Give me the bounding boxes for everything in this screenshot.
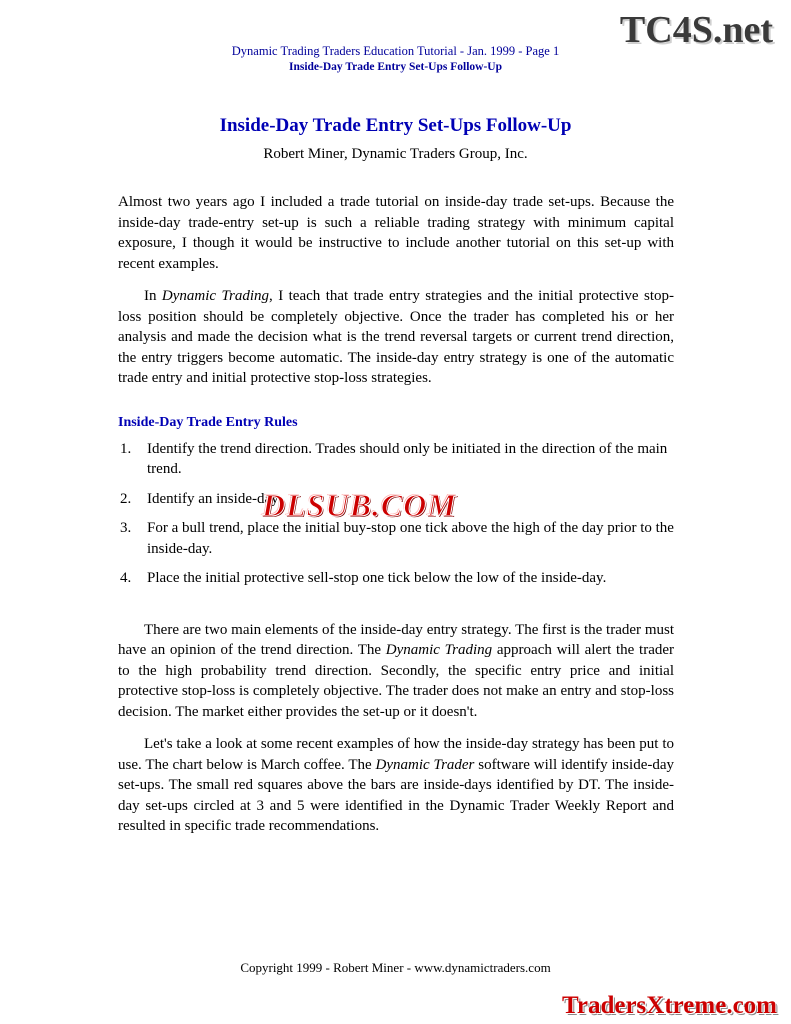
list-item-text: For a bull trend, place the initial buy-stop one tick above the high of the day prior to the inside-day. xyxy=(147,520,674,557)
list-item xyxy=(118,568,674,589)
paragraph-4-post: software will identify inside-day set-ups. The small red squares above the bars are inside-days identified by DT. The inside-day set-ups circled at 3 and 5 were identified in the Dynamic Trader Weekly Report and resulted in specific trade recommendations. xyxy=(118,756,674,834)
header-line-1: Dynamic Trading Traders Education Tutorial - Jan. 1999 - Page 1 xyxy=(231,44,560,58)
paragraph-2 xyxy=(118,286,674,389)
paragraph-2-pre: In xyxy=(144,288,162,304)
paragraph-4-italic: Dynamic Trader xyxy=(375,756,475,773)
section-heading-rules: Inside-Day Trade Entry Rules xyxy=(118,414,298,430)
list-item xyxy=(118,518,674,559)
page-header xyxy=(0,44,791,73)
paragraph-2-italic: Dynamic Trading xyxy=(161,288,270,304)
list-item-number: 3. xyxy=(120,520,132,536)
list-item xyxy=(118,439,674,480)
page-footer: Copyright 1999 - Robert Miner - www.dynamictraders.com xyxy=(240,960,551,975)
watermark-tradersxtreme: TradersXtreme.com xyxy=(562,992,777,1019)
paragraph-2-post: , I teach that trade entry strategies and the initial protective stop-loss position should be completely objective. Once the trader has completed his or her analysis and made the decision what is the trend reversal targets or current trend direction, the entry triggers become automatic. The inside-day entry strategy is one of the automatic trade entry and initial protective stop-loss strategies. xyxy=(118,288,674,386)
paragraph-4 xyxy=(118,734,674,837)
list-item-text: Identify the trend direction. Trades should only be initiated in the direction of the main trend. xyxy=(147,440,668,477)
list-item-text: Identify an inside-day. xyxy=(147,490,282,507)
paragraph-3-pre: There are two main elements of the inside-day entry strategy. The first is the trader must have an opinion of the trend direction. The xyxy=(118,621,674,658)
paragraph-3-post: approach will alert the trader to the high probability trend direction. Secondly, the specific entry price and initial protective stop-loss is completely objective. The trader does not make an entry and stop-loss decision. The market either provides the set-up or it doesn't. xyxy=(118,642,675,720)
spacer xyxy=(118,598,674,620)
paragraph-3-italic: Dynamic Trading xyxy=(385,642,493,658)
paragraph-4-pre: Let's take a look at some recent examples of how the inside-day strategy has been put to use. The chart below is March coffee. The xyxy=(118,736,674,773)
paragraph-3 xyxy=(118,620,674,723)
page-title: Inside-Day Trade Entry Set-Ups Follow-Up xyxy=(219,115,572,136)
list-item-number: 4. xyxy=(120,570,132,586)
list-item-text: Place the initial protective sell-stop one tick below the low of the inside-day. xyxy=(147,570,607,586)
watermark-dlsub: DLSUB.COM xyxy=(262,487,457,523)
watermark-tc4s: TC4S.net xyxy=(619,9,773,51)
paragraph-1: Almost two years ago I included a trade tutorial on inside-day trade set-ups. Because the inside-day trade-entry set-up is such a reliable trading strategy with minimum capital exposure, I though it would be instructive to include another tutorial on this set-up with recent examples. xyxy=(118,194,674,272)
list-item-number: 1. xyxy=(120,440,132,457)
list-item-number: 2. xyxy=(120,490,132,507)
author-byline: Robert Miner, Dynamic Traders Group, Inc. xyxy=(263,146,528,162)
header-line-2: Inside-Day Trade Entry Set-Ups Follow-Up xyxy=(289,61,502,73)
